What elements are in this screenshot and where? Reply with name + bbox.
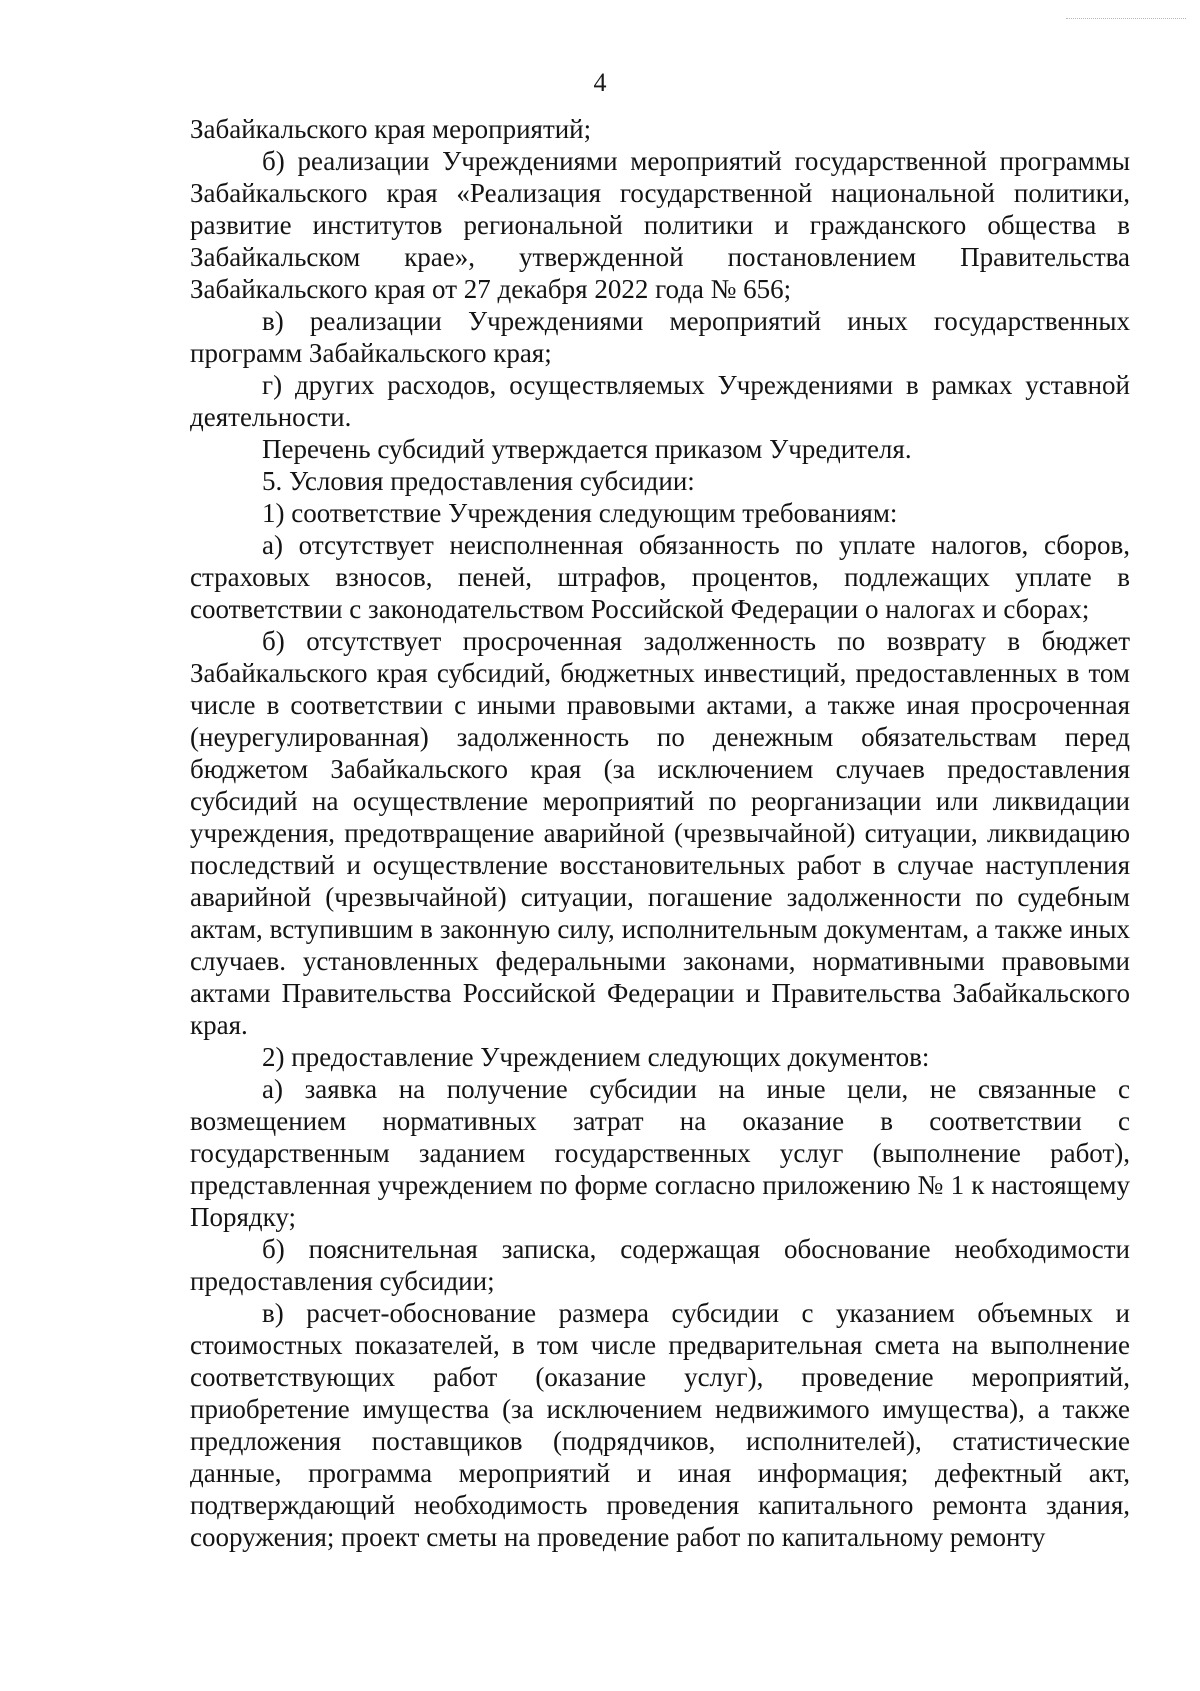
paragraph-item-v: в) реализации Учреждениями мероприятий иных государственных программ Забайкальского края;: [190, 306, 1130, 368]
paragraph-condition-2v: в) расчет-обоснование размера субсидии с указанием объемных и стоимостных показателей, в том числе предварительная смета на выполнение соответствующих работ (оказание услуг), проведение мероприятий, приобретение имущества (за исключением недвижимого имущества), а также предложения поставщиков (подрядчиков, исполнителей), статистические данные, программа мероприятий и иная информация; дефектный акт, подтверждающий необходимость проведения капитального ремонта здания, сооружения; проект сметы на проведение работ по капитальному ремонту: [190, 1298, 1130, 1552]
paragraph-condition-2: 2) предоставление Учреждением следующих документов:: [262, 1042, 930, 1072]
paragraph-condition-1a: а) отсутствует неисполненная обязанность по уплате налогов, сборов, страховых взносов, пеней, штрафов, процентов, подлежащих уплате в соответствии с законодательством Российской Федерации о налогах и сборах;: [190, 530, 1130, 624]
scan-artifact: [1066, 18, 1186, 21]
paragraph-section-5: 5. Условия предоставления субсидии:: [262, 466, 695, 496]
page-number: 4: [593, 68, 607, 97]
paragraph-item-g: г) других расходов, осуществляемых Учреждениями в рамках уставной деятельности.: [190, 370, 1130, 432]
paragraph-subsidy-list: Перечень субсидий утверждается приказом Учредителя.: [262, 434, 912, 464]
paragraph-condition-2b: б) пояснительная записка, содержащая обоснование необходимости предоставления субсидии;: [190, 1234, 1130, 1296]
paragraph-condition-1b: б) отсутствует просроченная задолженность по возврату в бюджет Забайкальского края субсидий, бюджетных инвестиций, предоставленных в том числе в соответствии с иными правовыми актами, а также иная просроченная (неурегулированная) задолженность по денежным обязательствам перед бюджетом Забайкальского края (за исключением случаев предоставления субсидий на осуществление мероприятий по реорганизации или ликвидации учреждения, предотвращение аварийной (чрезвычайной) ситуации, ликвидацию последствий и осуществление восстановительных работ в случае наступления аварийной (чрезвычайной) ситуации, погашение задолженности по судебным актам, вступившим в законную силу, исполнительным документам, а также иных случаев. установленных федеральными законами, нормативными правовыми актами Правительства Российской Федерации и Правительства Забайкальского края.: [190, 626, 1130, 1040]
document-body: [190, 113, 1130, 1553]
paragraph-continuation: Забайкальского края мероприятий;: [190, 114, 592, 144]
paragraph-item-b: б) реализации Учреждениями мероприятий государственной программы Забайкальского края «Реализация государственной национальной политики, развитие институтов региональной политики и гражданского общества в Забайкальском крае», утвержденной постановлением Правительства Забайкальского края от 27 декабря 2022 года № 656;: [190, 146, 1130, 304]
paragraph-condition-2a: а) заявка на получение субсидии на иные цели, не связанные с возмещением нормативных затрат на оказание в соответствии с государственным заданием государственных услуг (выполнение работ), представленная учреждением по форме согласно приложению № 1 к настоящему Порядку;: [190, 1074, 1130, 1232]
paragraph-condition-1: 1) соответствие Учреждения следующим требованиям:: [262, 498, 898, 528]
